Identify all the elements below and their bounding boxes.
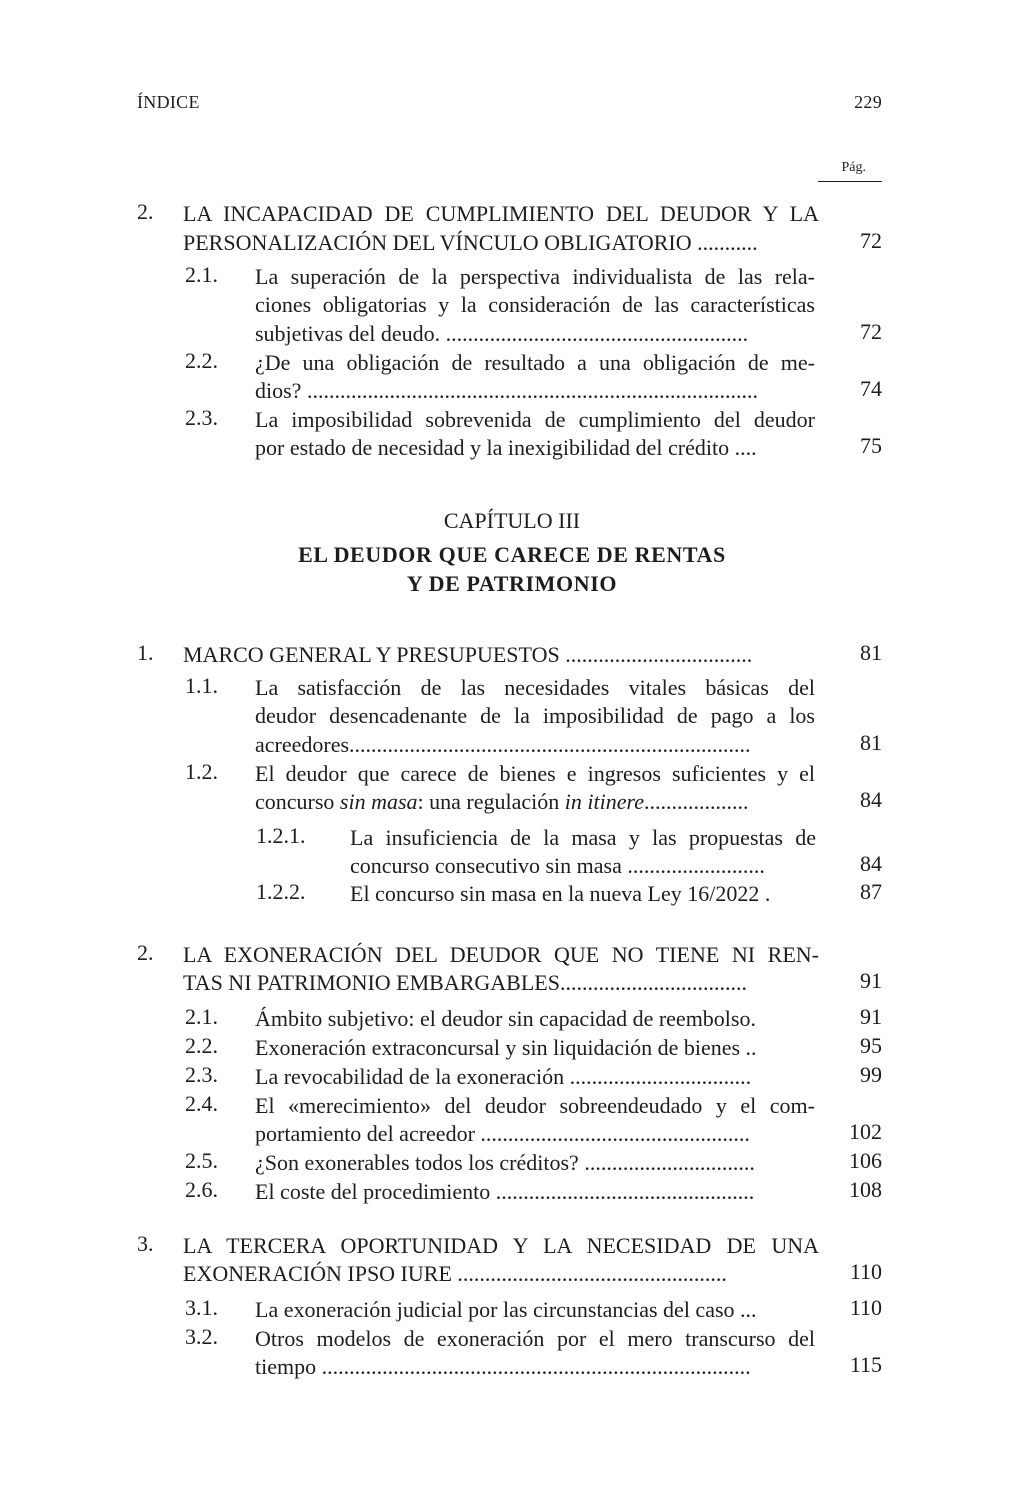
entry-title: ¿Son exonerables todos los créditos? ...............................: [255, 1150, 755, 1175]
entry-title: La insuficiencia de la masa y las propuestas de: [350, 825, 816, 850]
entry-number: 2.6.: [185, 1177, 218, 1202]
entry-title: por estado de necesidad y la inexigibilidad del crédito ....: [255, 435, 757, 460]
running-header-section: ÍNDICE: [137, 92, 200, 112]
entry-title: El coste del procedimiento ...............................................: [255, 1179, 755, 1204]
entry-number: 2.5.: [185, 1148, 218, 1173]
chapter-title-line1: EL DEUDOR QUE CARECE DE RENTAS: [298, 542, 726, 567]
entry-title: subjetivas del deudo. .......................................................: [255, 321, 749, 346]
entry-number: 3.2.: [185, 1324, 218, 1349]
entry-page: 95: [860, 1033, 882, 1058]
entry-title-italic: in itinere: [564, 789, 645, 814]
entry-page: 91: [860, 968, 882, 993]
entry-title: El concurso sin masa en la nueva Ley 16/2022 .: [350, 881, 771, 906]
entry-page: 81: [860, 730, 882, 755]
entry-page: 74: [860, 376, 882, 401]
entry-title: Otros modelos de exoneración por el mero transcurso del: [255, 1326, 815, 1351]
entry-title: ¿De una obligación de resultado a una obligación de me-: [255, 350, 815, 375]
entry-title: concurso consecutivo sin masa .........................: [350, 853, 765, 878]
entry-number: 2.4.: [185, 1091, 218, 1116]
entry-page: 75: [860, 433, 882, 458]
pag-rule: [818, 181, 882, 182]
entry-page: 91: [860, 1004, 882, 1029]
pag-label: Pág.: [841, 160, 866, 175]
entry-page: 110: [849, 1259, 882, 1284]
entry-number: 2.3.: [185, 1062, 218, 1087]
page-number: 229: [854, 92, 882, 112]
entry-number: 1.2.: [185, 759, 218, 784]
entry-title: tiempo ..............................................................................: [255, 1354, 751, 1379]
entry-page: 84: [860, 787, 882, 812]
entry-page: 102: [849, 1119, 882, 1144]
entry-number: 2.2.: [185, 348, 218, 373]
entry-page: 99: [860, 1062, 882, 1087]
entry-title: La exoneración judicial por las circunstancias del caso ...: [255, 1297, 757, 1322]
entry-title: ciones obligatorias y la consideración de las características: [255, 292, 815, 317]
entry-number: 2.2.: [185, 1033, 218, 1058]
entry-title: LA INCAPACIDAD DE CUMPLIMIENTO DEL DEUDOR Y LA: [183, 201, 819, 226]
entry-page: 72: [860, 228, 882, 253]
entry-number: 3.1.: [185, 1295, 218, 1320]
entry-title: El deudor que carece de bienes e ingresos suficientes y el: [255, 761, 815, 786]
entry-title: deudor desencadenante de la imposibilidad de pago a los: [255, 703, 815, 728]
chapter-title-line2: Y DE PATRIMONIO: [406, 571, 618, 596]
entry-page: 106: [849, 1148, 882, 1173]
entry-page: 110: [849, 1295, 882, 1320]
entry-title-italic: sin masa: [339, 789, 418, 814]
entry-number: 2.: [137, 940, 154, 965]
entry-title: LA EXONERACIÓN DEL DEUDOR QUE NO TIENE NI REN-: [183, 942, 819, 967]
entry-title-part: : una regulación: [417, 789, 565, 814]
entry-page: 84: [860, 851, 882, 876]
entry-title: El «merecimiento» del deudor sobreendeudado y el com-: [255, 1093, 815, 1118]
entry-title: EXONERACIÓN IPSO IURE .................................................: [183, 1261, 727, 1286]
entry-title: MARCO GENERAL Y PRESUPUESTOS ..................................: [183, 642, 753, 667]
entry-number: 1.2.1.: [256, 823, 306, 848]
entry-title: La revocabilidad de la exoneración .................................: [255, 1064, 752, 1089]
entry-number: 2.1.: [185, 262, 218, 287]
entry-title: Exoneración extraconcursal y sin liquidación de bienes ..: [255, 1035, 757, 1060]
entry-number: 2.: [137, 199, 154, 224]
entry-page: 87: [860, 879, 882, 904]
entry-title: [255, 787, 749, 816]
entry-title: dios? ..................................................................................: [255, 378, 758, 403]
entry-title: La superación de la perspectiva individualista de las rela-: [255, 264, 815, 289]
entry-number: 1.1.: [185, 673, 218, 698]
entry-number: 2.3.: [185, 405, 218, 430]
entry-title-part: concurso: [255, 789, 340, 814]
entry-title: TAS NI PATRIMONIO EMBARGABLES..................................: [183, 970, 747, 995]
entry-title: Ámbito subjetivo: el deudor sin capacidad de reembolso.: [255, 1006, 756, 1031]
entry-title: La imposibilidad sobrevenida de cumplimiento del deudor: [255, 407, 815, 432]
chapter-label: CAPÍTULO III: [443, 508, 581, 533]
entry-title: acreedores.........................................................................: [255, 732, 751, 757]
entry-title: portamiento del acreedor .................................................: [255, 1121, 750, 1146]
entry-number: 2.1.: [185, 1004, 218, 1029]
entry-number: 1.: [137, 640, 154, 665]
entry-page: 81: [860, 640, 882, 665]
entry-number: 1.2.2.: [256, 879, 306, 904]
entry-title: PERSONALIZACIÓN DEL VÍNCULO OBLIGATORIO ...........: [183, 230, 758, 255]
entry-page: 72: [860, 319, 882, 344]
entry-title-part: ...................: [644, 789, 749, 814]
entry-title: LA TERCERA OPORTUNIDAD Y LA NECESIDAD DE UNA: [183, 1233, 819, 1258]
entry-page: 108: [849, 1177, 882, 1202]
entry-page: 115: [849, 1352, 882, 1377]
entry-title: La satisfacción de las necesidades vitales básicas del: [255, 675, 815, 700]
entry-number: 3.: [137, 1231, 154, 1256]
